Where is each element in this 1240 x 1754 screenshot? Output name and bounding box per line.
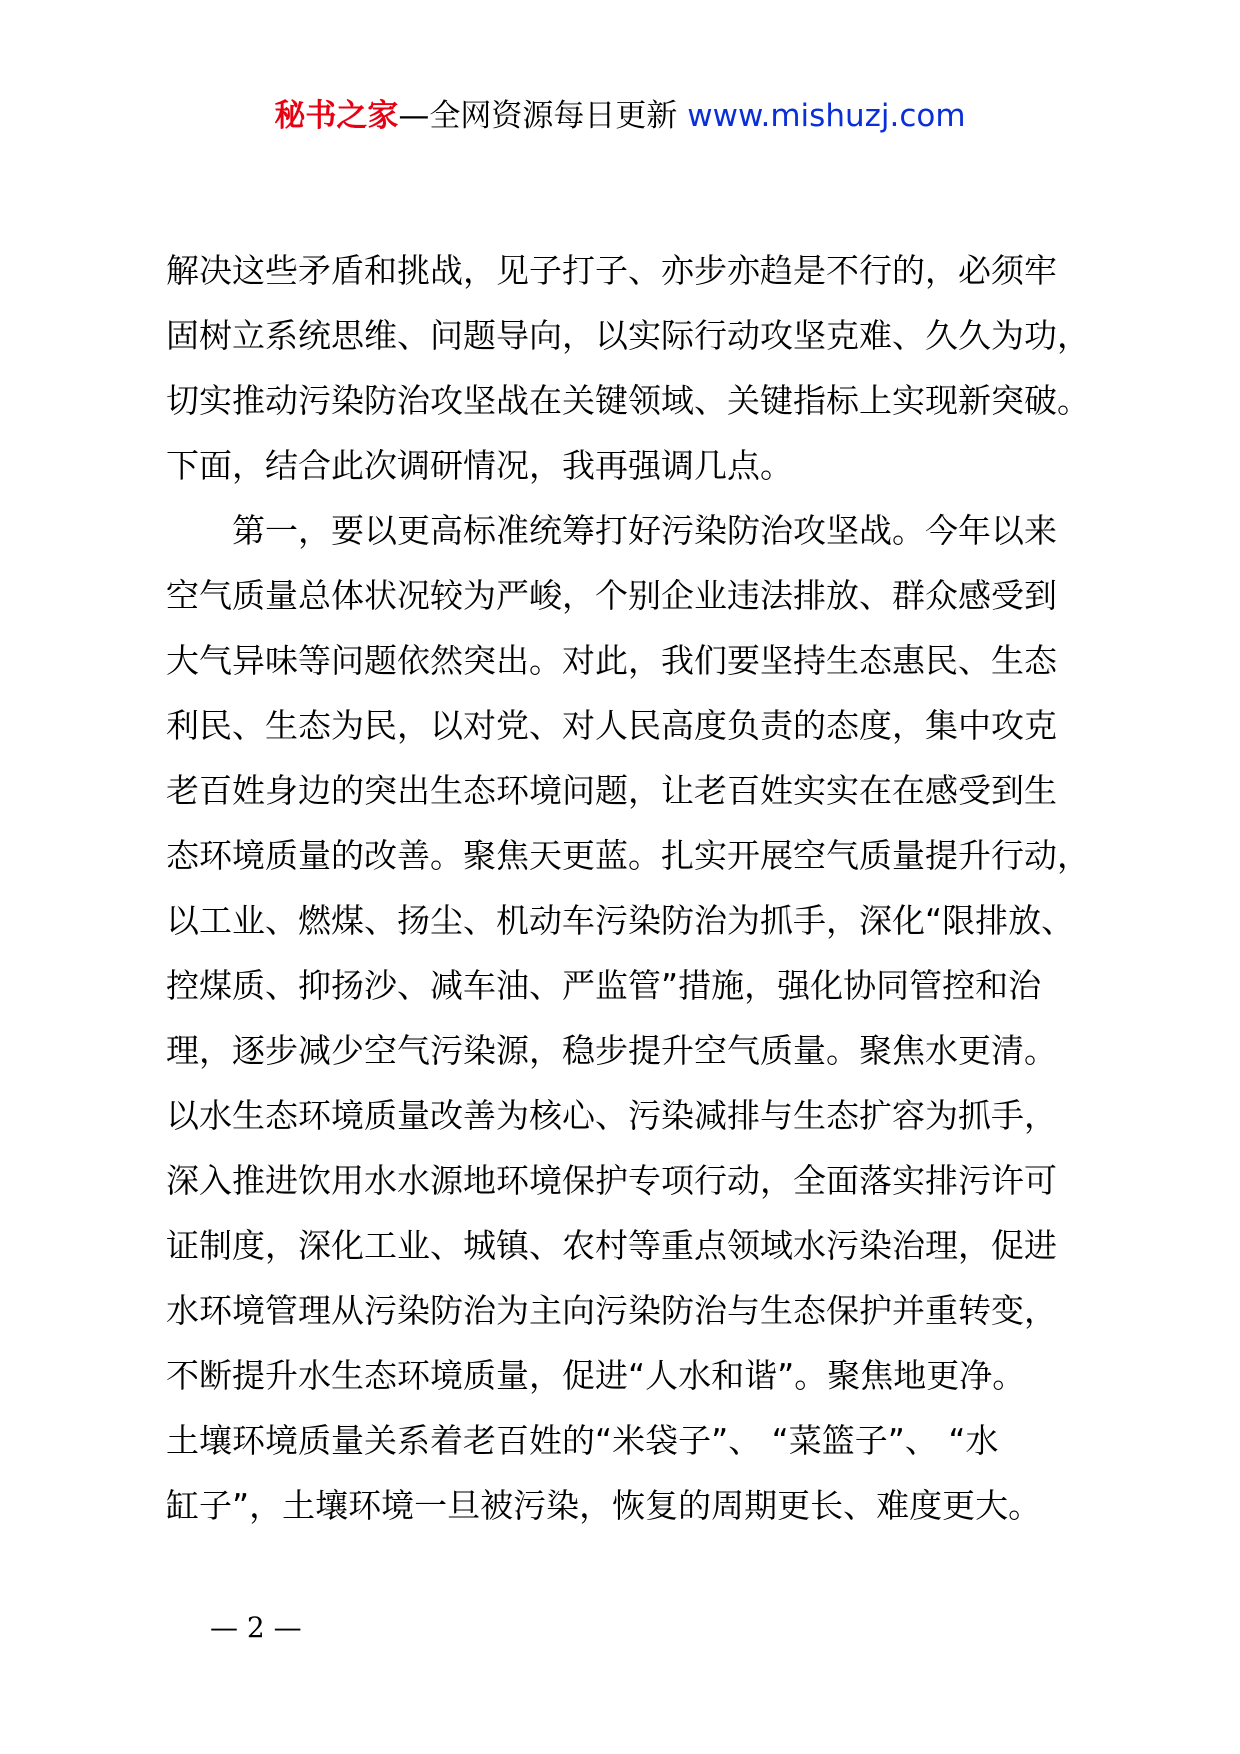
text-line: 理，逐步减少空气污染源，稳步提升空气质量。聚焦水更清。	[166, 1031, 1057, 1070]
site-url-link[interactable]: www.mishuzj.com	[687, 98, 966, 134]
paragraph-2	[166, 498, 1116, 1538]
text-line: 控煤质、抑扬沙、减车油、严监管”措施，强化协同管控和治	[166, 966, 1042, 1005]
text-line: 利民、生态为民，以对党、对人民高度负责的态度，集中攻克	[166, 706, 1057, 745]
text-line: 土壤环境质量关系着老百姓的“米袋子”、 “菜篮子”、 “水	[166, 1421, 999, 1460]
document-body	[166, 238, 1116, 1538]
text-line: 老百姓身边的突出生态环境问题，让老百姓实实在在感受到生	[166, 771, 1057, 810]
paragraph-1	[166, 238, 1116, 498]
text-line: 以工业、燃煤、扬尘、机动车污染防治为抓手，深化“限排放、	[166, 901, 1075, 940]
text-line: 不断提升水生态环境质量，促进“人水和谐”。聚焦地更净。	[166, 1356, 1026, 1395]
text-line: 证制度，深化工业、城镇、农村等重点领域水污染治理，促进	[166, 1226, 1057, 1265]
text-line: 空气质量总体状况较为严峻，个别企业违法排放、群众感受到	[166, 576, 1057, 615]
header-tagline: —全网资源每日更新	[398, 98, 678, 134]
text-line: 下面，结合此次调研情况，我再强调几点。	[166, 446, 793, 485]
text-line: 以水生态环境质量改善为核心、污染减排与生态扩容为抓手，	[166, 1096, 1057, 1135]
brand-name: 秘书之家	[274, 98, 399, 134]
text-line: 大气异味等问题依然突出。对此，我们要坚持生态惠民、生态	[166, 641, 1057, 680]
page-header	[0, 96, 1240, 136]
text-line: 第一，要以更高标准统筹打好污染防治攻坚战。今年以来	[232, 511, 1057, 550]
text-line: 固树立系统思维、问题导向，以实际行动攻坚克难、久久为功，	[166, 316, 1090, 355]
text-line: 态环境质量的改善。聚焦天更蓝。扎实开展空气质量提升行动，	[166, 836, 1090, 875]
text-line: 水环境管理从污染防治为主向污染防治与生态保护并重转变，	[166, 1291, 1057, 1330]
text-line: 解决这些矛盾和挑战，见子打子、亦步亦趋是不行的，必须牢	[166, 251, 1057, 290]
text-line: 深入推进饮用水水源地环境保护专项行动，全面落实排污许可	[166, 1161, 1057, 1200]
text-line: 缸子”，土壤环境一旦被污染，恢复的周期更长、难度更大。	[166, 1486, 1042, 1525]
page-number: — 2 —	[210, 1611, 302, 1644]
text-line: 切实推动污染防治攻坚战在关键领域、关键指标上实现新突破。	[166, 381, 1090, 420]
